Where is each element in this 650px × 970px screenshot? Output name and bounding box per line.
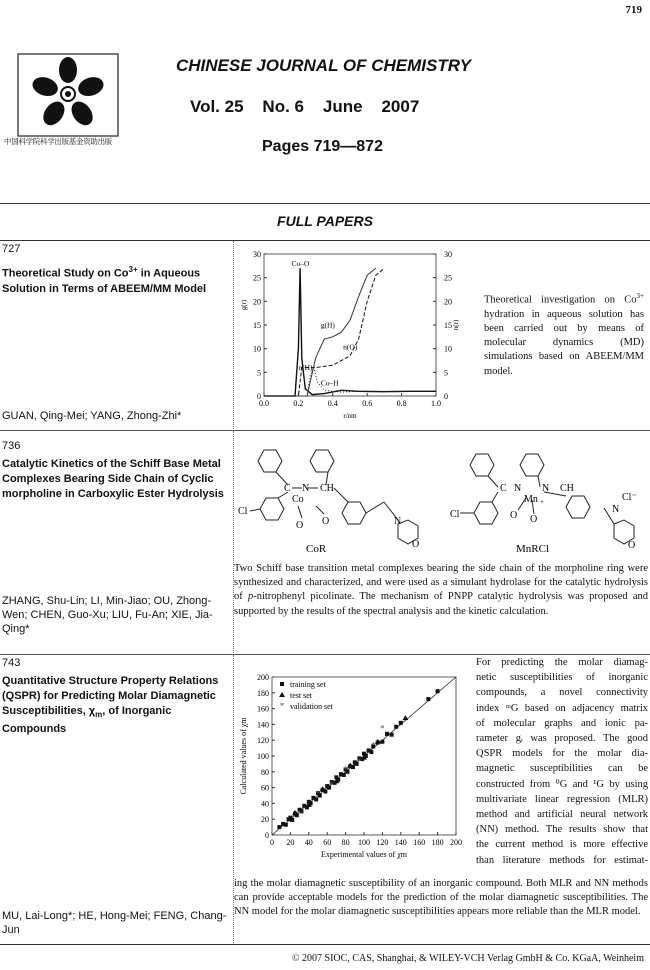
article-title[interactable]: Catalytic Kinetics of the Schiff Base Metal Complexes Bearing Side Chain of Cyclic morpholine in Carboxylic Ester Hydrolysis xyxy=(2,458,224,500)
y-tick-label: 120 xyxy=(257,736,269,746)
x-axis-label: Experimental values of χm xyxy=(321,850,407,859)
y2-tick-label: 5 xyxy=(444,368,448,378)
data-point xyxy=(347,762,353,767)
column-divider xyxy=(233,241,234,429)
y-tick-label: 60 xyxy=(261,783,269,793)
article-abstract-tail: ing the molar diamagnetic susceptibility of an inorganic compound. Both MLR and NN methods can provide acceptable models for the prediction of the molar diamagnetic susceptibilities. The NN model for the molar diamagnetic susceptibilities appears more reliable than the MLR model. xyxy=(234,878,648,918)
data-point xyxy=(320,786,326,791)
data-point xyxy=(436,689,440,693)
rdf-chart xyxy=(236,248,468,428)
abstract-line: constructed from ⁰G and ¹G by using xyxy=(476,778,648,790)
atom-label: N xyxy=(514,483,522,494)
atom-label: Cl xyxy=(238,506,248,517)
y-tick-label: 180 xyxy=(257,688,269,698)
atom-label: C xyxy=(500,483,507,494)
y2-tick-label: 10 xyxy=(444,344,452,354)
atom-label: O xyxy=(510,510,518,521)
abstract-part: Two Schiff base transition metal complexes bearing the side chain of the morpholine ring were synthesized and characterized, and were used as a simulant hydrolase for the catalytic hydrolysis of xyxy=(234,563,648,603)
title-part: Quantitative Structure Property Relations (QSPR) for Predicting Molar Diamagnetic Susceptibilities, χ xyxy=(2,675,219,717)
atom-label: N xyxy=(542,483,550,494)
y-tick-label: 30 xyxy=(253,250,261,259)
atom-label: C xyxy=(284,483,291,494)
legend-marker: * xyxy=(279,701,285,711)
title-part: , of Inorganic Compounds xyxy=(2,705,172,736)
abstract-line: index ᵐG based on adjacency matrix xyxy=(476,702,648,714)
series-line xyxy=(264,268,384,396)
annotation: n(O) xyxy=(343,342,358,352)
compound-label: CoR xyxy=(306,543,327,552)
y2-tick-label: 15 xyxy=(444,321,452,330)
y-axis-label: Calculated values of χm xyxy=(239,717,248,795)
plot-frame xyxy=(264,254,436,396)
atom-label: Cl xyxy=(450,509,460,520)
x-tick-label: 100 xyxy=(358,838,370,847)
data-point xyxy=(277,825,281,829)
atom-label: N xyxy=(612,504,620,515)
article-abstract xyxy=(476,655,648,868)
x-axis-label: r/nm xyxy=(343,412,357,420)
abstract-line: rameter gᵢ was proposed. The good xyxy=(476,733,648,745)
chemical-structures xyxy=(236,440,648,552)
qspr-scatter-chart xyxy=(236,665,468,865)
legend-label: validation set xyxy=(290,702,333,711)
divider xyxy=(0,240,650,241)
title-subscript: m xyxy=(95,710,103,720)
annotation: n(H) xyxy=(298,362,313,372)
y2-tick-label: 0 xyxy=(444,392,448,401)
divider xyxy=(0,944,650,945)
atom-label: CH xyxy=(320,483,334,494)
pages-line: Pages 719—872 xyxy=(262,138,383,155)
abstract-part: hydration in aqueous solution has been carried out by means of molecular dynamics (MD) simulations based on ABEEM/MM model. xyxy=(484,308,644,377)
abstract-line: compounds, a novel connectivity xyxy=(476,687,648,699)
x-tick-label: 1.0 xyxy=(431,399,441,408)
abstract-line: magnetic susceptibilities can be xyxy=(476,763,648,775)
divider xyxy=(0,430,650,431)
y-tick-label: 20 xyxy=(253,297,261,307)
annotation: g(H) xyxy=(320,320,335,330)
y2-tick-label: 20 xyxy=(444,297,452,307)
data-point: * xyxy=(343,765,348,776)
divider xyxy=(0,203,650,204)
data-point: * xyxy=(380,723,385,734)
x-tick-label: 40 xyxy=(304,838,313,847)
data-point xyxy=(375,739,381,744)
y2-axis-label: n(r) xyxy=(452,319,460,331)
abstract-line: than literature methods for estimat- xyxy=(476,854,648,866)
y-tick-label: 0 xyxy=(265,831,269,840)
y-tick-label: 25 xyxy=(253,273,261,283)
data-point xyxy=(399,721,403,725)
x-tick-label: 0.0 xyxy=(259,399,269,408)
section-title: FULL PAPERS xyxy=(277,213,373,229)
x-tick-label: 0.2 xyxy=(293,399,304,408)
abstract-part: Theoretical investigation on Co xyxy=(484,294,637,306)
y-tick-label: 5 xyxy=(257,368,261,378)
data-point xyxy=(394,725,398,729)
article-authors: MU, Lai-Long*; HE, Hong-Mei; FENG, Chang-Jun xyxy=(2,910,227,936)
x-tick-label: 200 xyxy=(450,838,462,847)
y-tick-label: 40 xyxy=(261,799,269,809)
journal-title: CHINESE JOURNAL OF CHEMISTRY xyxy=(176,56,472,75)
article-number[interactable]: 736 xyxy=(2,440,21,452)
data-point xyxy=(290,818,294,822)
counter-ion-label: Cl⁻ xyxy=(622,492,637,503)
abstract-part: -nitrophenyl picolinate. The mechanism of PNPP catalytic hydrolysis was proposed and supported by the results of the spectral analysis and the kinetic calculation. xyxy=(234,591,649,617)
y-tick-label: 100 xyxy=(257,752,269,761)
atom-label: Mn xyxy=(524,494,538,505)
atom-label: N xyxy=(394,516,402,527)
abstract-line: method and artificial neural network xyxy=(476,809,648,821)
atom-label: O xyxy=(530,514,538,525)
abstract-superscript: 3+ xyxy=(636,292,644,300)
atom-label: O xyxy=(628,540,636,551)
atom-label: O xyxy=(322,516,330,527)
article-authors: ZHANG, Shu-Lin; LI, Min-Jiao; OU, Zhong-Wen; CHEN, Guo-Xu; LIU, Fu-An; XIE, Jia-Qing* xyxy=(2,595,213,635)
legend-marker xyxy=(279,692,285,697)
data-point xyxy=(390,733,394,737)
data-point: * xyxy=(329,780,335,791)
article-number[interactable]: 727 xyxy=(2,243,21,255)
volume-line: Vol. 25 No. 6 June 2007 xyxy=(190,97,420,116)
logo-caption: 中国科学院科学出版基金资助出版 xyxy=(4,137,112,146)
legend-label: training set xyxy=(290,680,326,689)
abstract-line: the current method is more effective xyxy=(476,839,648,851)
data-point xyxy=(385,732,389,736)
charge-label: + xyxy=(540,498,544,506)
data-point xyxy=(284,823,288,827)
abstract-italic: p xyxy=(247,591,254,603)
legend-marker xyxy=(280,682,284,686)
article-abstract xyxy=(484,289,644,379)
data-point: * xyxy=(315,788,321,799)
compound-label: MnRCl xyxy=(516,543,550,552)
atom-label: O xyxy=(412,539,420,550)
abstract-line: QSPR models for the molar dia- xyxy=(476,748,648,760)
y-axis-label: g(r) xyxy=(240,299,248,311)
column-divider xyxy=(233,431,234,653)
title-part: Theoretical Study on Co xyxy=(2,267,129,280)
x-tick-label: 20 xyxy=(286,838,295,847)
copyright-footer: © 2007 SIOC, CAS, Shanghai, & WILEY-VCH Verlag GmbH & Co. KGaA, Weinheim xyxy=(291,953,644,964)
title-part: in Aqueous Solution in Terms of ABEEM/MM Model xyxy=(2,267,207,295)
article-abstract xyxy=(234,562,648,619)
legend-label: test set xyxy=(290,691,312,700)
abstract-line: netic susceptibilities of inorganic xyxy=(476,672,648,684)
article-title[interactable] xyxy=(2,674,227,737)
x-tick-label: 140 xyxy=(394,838,407,847)
annotation: Co–H xyxy=(320,378,339,388)
x-tick-label: 0 xyxy=(270,838,274,847)
y-tick-label: 80 xyxy=(261,767,269,777)
data-point: * xyxy=(370,740,376,751)
y-tick-label: 10 xyxy=(253,344,261,354)
y2-tick-label: 25 xyxy=(444,273,452,283)
atom-label: CH xyxy=(560,483,574,494)
atom-label: Co xyxy=(292,494,304,505)
y2-tick-label: 30 xyxy=(444,250,452,259)
data-point xyxy=(426,697,430,701)
title-superscript: 3+ xyxy=(128,265,138,274)
article-title[interactable] xyxy=(2,262,227,297)
y-tick-label: 160 xyxy=(257,704,269,714)
x-tick-label: 60 xyxy=(323,838,332,847)
x-tick-label: 0.8 xyxy=(396,399,407,408)
x-tick-label: 0.6 xyxy=(362,399,373,408)
page-number: 719 xyxy=(625,4,642,16)
series-line xyxy=(264,268,376,396)
y-tick-label: 15 xyxy=(253,321,261,330)
data-point: * xyxy=(357,756,362,767)
article-number[interactable]: 743 xyxy=(2,657,21,669)
x-tick-label: 180 xyxy=(431,838,444,847)
y-tick-label: 200 xyxy=(257,673,269,682)
series-line xyxy=(264,268,436,396)
article-authors: GUAN, Qing-Mei; YANG, Zhong-Zhi* xyxy=(2,410,182,422)
y-tick-label: 0 xyxy=(257,392,261,401)
y-tick-label: 140 xyxy=(257,720,269,730)
data-point xyxy=(402,715,408,720)
x-tick-label: 0.4 xyxy=(327,399,338,408)
data-point: * xyxy=(297,808,302,819)
y-tick-label: 20 xyxy=(261,815,269,825)
x-tick-label: 160 xyxy=(413,838,426,847)
x-tick-label: 80 xyxy=(341,838,350,847)
data-point xyxy=(380,740,384,744)
atom-label: N xyxy=(302,483,310,494)
abstract-line: multivariate linear regression (MLR) xyxy=(476,793,648,805)
x-tick-label: 120 xyxy=(376,838,389,847)
abstract-line: of molecular graphs and ionic pa- xyxy=(476,717,648,729)
abstract-line: For predicting the molar diamag- xyxy=(476,657,648,668)
atom-label: O xyxy=(296,520,304,531)
abstract-line: (NN) method. The results show that xyxy=(476,824,648,836)
annotation: Co–O xyxy=(291,258,310,268)
